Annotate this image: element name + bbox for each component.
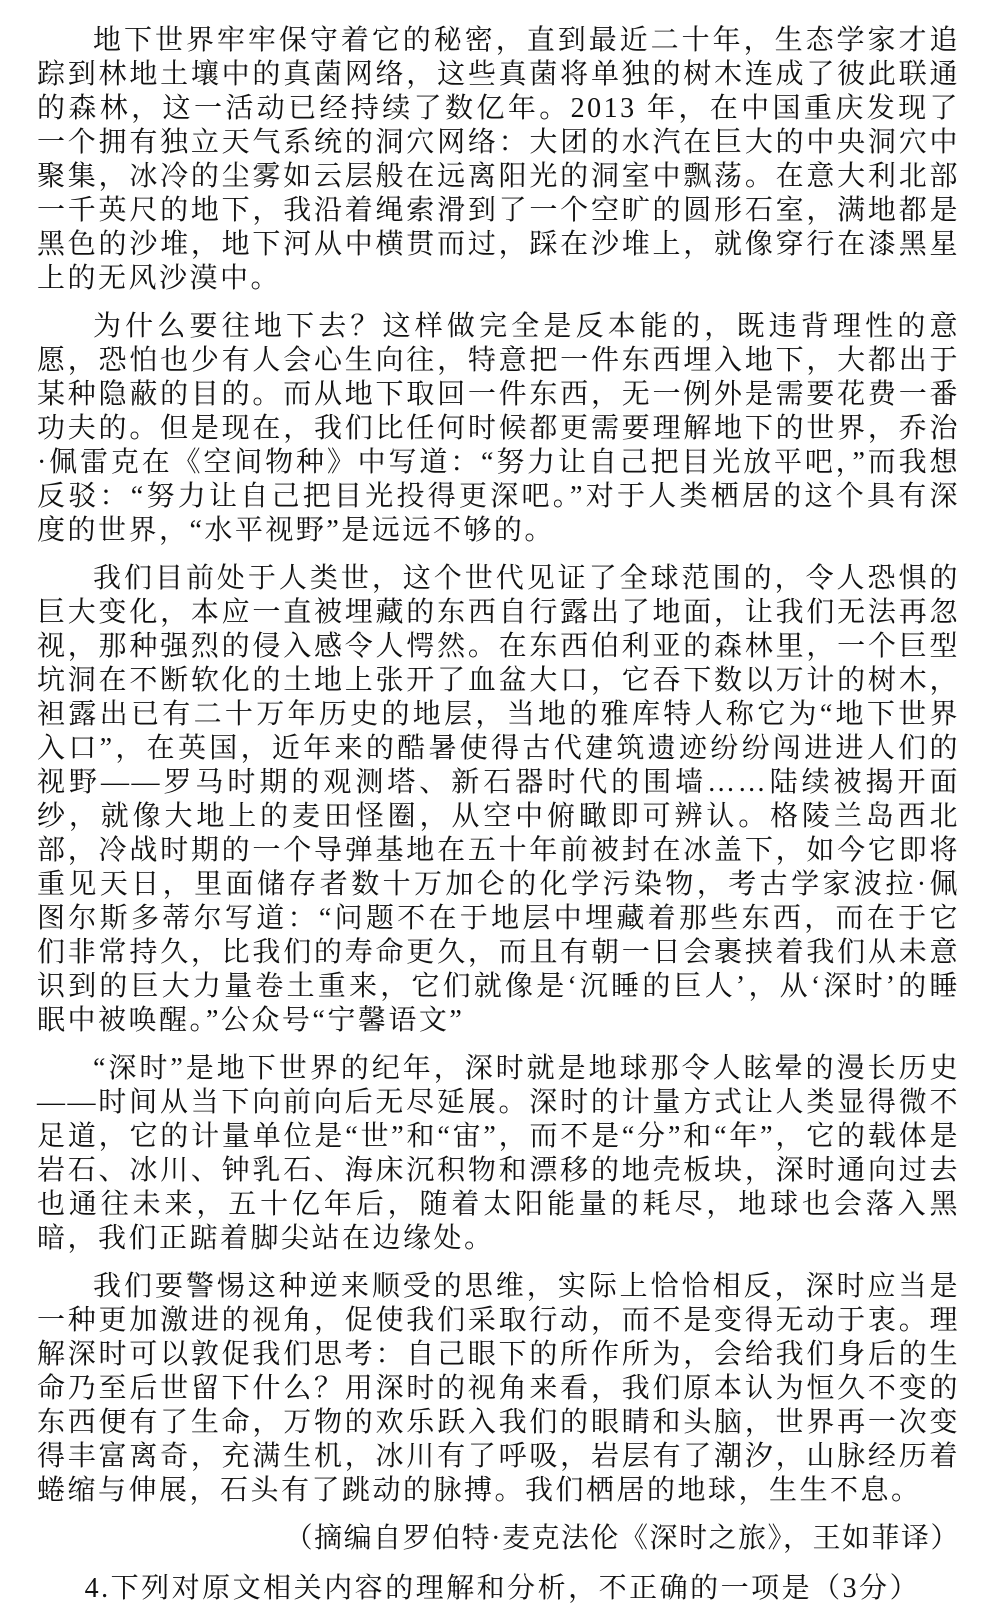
passage-paragraph-3: 我们目前处于人类世，这个世代见证了全球范围的，令人恐惧的巨大变化，本应一直被埋藏的东西自行露出了地面，让我们无法再忽视，那种强烈的侵入感令人愕然。在东西伯利亚的森林里，一个巨型坑洞在不断软化的土地上张开了血盆大口，它吞下数以万计的树木，袒露出已有二十万年历史的地层，当地的雅库特人称它为“地下世界入口”，在英国，近年来的酷暑使得古代建筑遗迹纷纷闯进进人们的视野——罗马时期的观测塔、新石器时代的围墙……陆续被揭开面纱，就像大地上的麦田怪圈，从空中俯瞰即可辨认。格陵兰岛西北部，冷战时期的一个导弹基地在五十年前被封在冰盖下，如今它即将重见天日，里面储存者数十万加仑的化学污染物，考古学家波拉·佩图尔斯多蒂尔写道：“问题不在于地层中埋藏着那些东西，而在于它们非常持久，比我们的寿命更久，而且有朝一日会裹挟着我们从未意识到的巨大力量卷土重来，它们就像是‘沉睡的巨人’，从‘深时’的睡眠中被唤醒。”公众号“宁馨语文” bbox=[37, 563, 960, 1036]
passage-paragraph-1: 地下世界牢牢保守着它的秘密，直到最近二十年，生态学家才追踪到林地土壤中的真菌网络，这些真菌将单独的树木连成了彼此联通的森林，这一活动已经持续了数亿年。2013 年，在中国重庆发现了一个拥有独立天气系统的洞穴网络：大团的水汽在巨大的中央洞穴中聚集，冰冷的尘雾如云层般在远离阳光的洞室中飘荡。在意大利北部一千英尺的地下，我沿着绳索滑到了一个空旷的圆形石室，满地都是黑色的沙堆，地下河从中横贯而过，踩在沙堆上，就像穿行在漆黑星上的无风沙漠中。 bbox=[37, 25, 960, 294]
passage-paragraph-4: “深时”是地下世界的纪年，深时就是地球那令人眩晕的漫长历史——时间从当下向前向后无尽延展。深时的计量方式让人类显得微不足道，它的计量单位是“世”和“宙”，而不是“分”和“年”，它的载体是岩石、冰川、钟乳石、海床沉积物和漂移的地壳板块，深时通向过去也通往未来，五十亿年后，随着太阳能量的耗尽，地球也会落入黑暗，我们正踮着脚尖站在边缘处。 bbox=[37, 1053, 960, 1254]
reading-passage bbox=[37, 24, 960, 1606]
passage-paragraph-5: 我们要警惕这种逆来顺受的思维，实际上恰恰相反，深时应当是一种更加激进的视角，促使我们采取行动，而不是变得无动于衷。理解深时可以敦促我们思考：自己眼下的所作所为，会给我们身后的生命乃至后世留下什么？用深时的视角来看，我们原本认为恒久不变的东西便有了生命，万物的欢乐跃入我们的眼睛和头脑，世界再一次变得丰富离奇，充满生机，冰川有了呼吸，岩层有了潮汐，山脉经历着蜷缩与伸展，石头有了跳动的脉搏。我们栖居的地球，生生不息。 bbox=[37, 1271, 960, 1506]
question-4-stem: 4.下列对原文相关内容的理解和分析，不正确的一项是（3分） bbox=[84, 1573, 921, 1604]
source-attribution: （摘编自罗伯特·麦克法伦《深时之旅》，王如菲译） bbox=[284, 1523, 960, 1554]
passage-paragraph-2: 为什么要往地下去？这样做完全是反本能的，既违背理性的意愿，恐怕也少有人会心生向往，特意把一件东西埋入地下，大都出于某种隐蔽的目的。而从地下取回一件东西，无一例外是需要花费一番功夫的。但是现在，我们比任何时候都更需要理解地下的世界，乔治·佩雷克在《空间物种》中写道：“努力让自己把目光放平吧，”而我想反驳：“努力让自己把目光投得更深吧。”对于人类栖居的这个具有深度的世界，“水平视野”是远远不够的。 bbox=[37, 311, 960, 546]
